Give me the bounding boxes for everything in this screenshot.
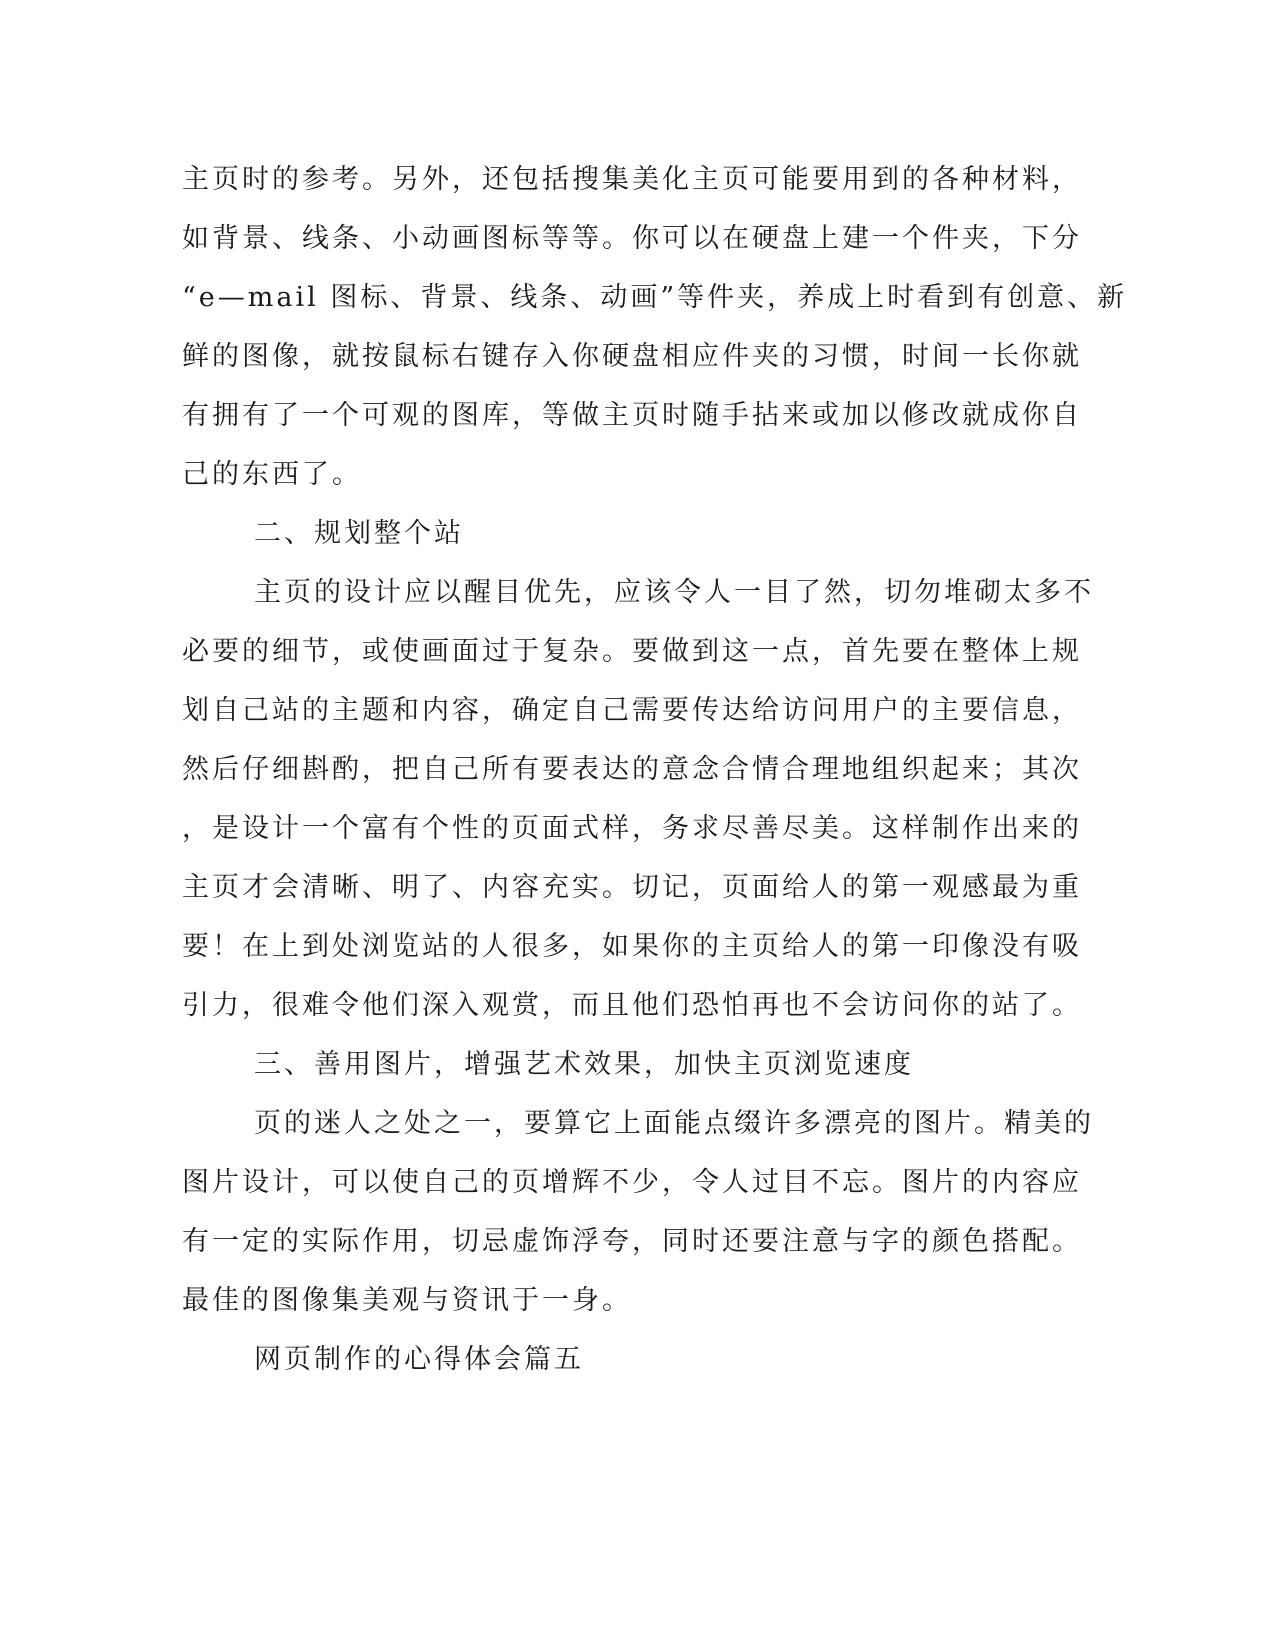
text-line: 主页才会清晰、明了、内容充实。切记，页面给人的第一观感最为重 <box>182 872 1082 903</box>
text-line: 主页时的参考。另外，还包括搜集美化主页可能要用到的各种材料， <box>182 164 1082 195</box>
text-line: 划自己站的主题和内容，确定自己需要传达给访问用户的主要信息， <box>182 695 1082 726</box>
text-line: ，是设计一个富有个性的页面式样，务求尽善尽美。这样制作出来的 <box>182 813 1082 844</box>
text-line: 图片设计，可以使自己的页增辉不少，令人过目不忘。图片的内容应 <box>182 1167 1082 1198</box>
text-line: 有拥有了一个可观的图库，等做主页时随手拈来或加以修改就成你自 <box>182 400 1082 431</box>
text-line: 页的迷人之处之一，要算它上面能点缀许多漂亮的图片。精美的 <box>254 1108 1094 1139</box>
paragraph-materials <box>182 150 1128 504</box>
text-line: 然后仔细斟酌，把自己所有要表达的意念合情合理地组织起来；其次 <box>182 754 1082 785</box>
section-heading-plan-site: 二、规划整个站 <box>254 518 464 549</box>
text-line: 引力，很难令他们深入观赏，而且他们恐怕再也不会访问你的站了。 <box>182 990 1082 1021</box>
text-line: 己的东西了。 <box>182 459 362 490</box>
text-line: 鲜的图像，就按鼠标右键存入你硬盘相应件夹的习惯，时间一长你就 <box>182 341 1082 372</box>
paragraph-plan-site <box>182 563 1094 1035</box>
section-title-part-five: 网页制作的心得体会篇五 <box>254 1344 584 1375</box>
section-heading-use-images: 三、善用图片，增强艺术效果，加快主页浏览速度 <box>254 1049 914 1080</box>
text-line: “e—mail 图标、背景、线条、动画”等件夹，养成上时看到有创意、新 <box>182 282 1128 313</box>
document-page <box>182 150 1128 1389</box>
text-line: 有一定的实际作用，切忌虚饰浮夸，同时还要注意与字的颜色搭配。 <box>182 1226 1082 1257</box>
paragraph-use-images <box>182 1094 1094 1330</box>
text-line: 最佳的图像集美观与资讯于一身。 <box>182 1285 632 1316</box>
text-line: 必要的细节，或使画面过于复杂。要做到这一点，首先要在整体上规 <box>182 636 1082 667</box>
text-line: 如背景、线条、小动画图标等等。你可以在硬盘上建一个件夹，下分 <box>182 223 1082 254</box>
text-line: 主页的设计应以醒目优先，应该令人一目了然，切勿堆砌太多不 <box>254 577 1094 608</box>
text-line: 要！在上到处浏览站的人很多，如果你的主页给人的第一印像没有吸 <box>182 931 1082 962</box>
